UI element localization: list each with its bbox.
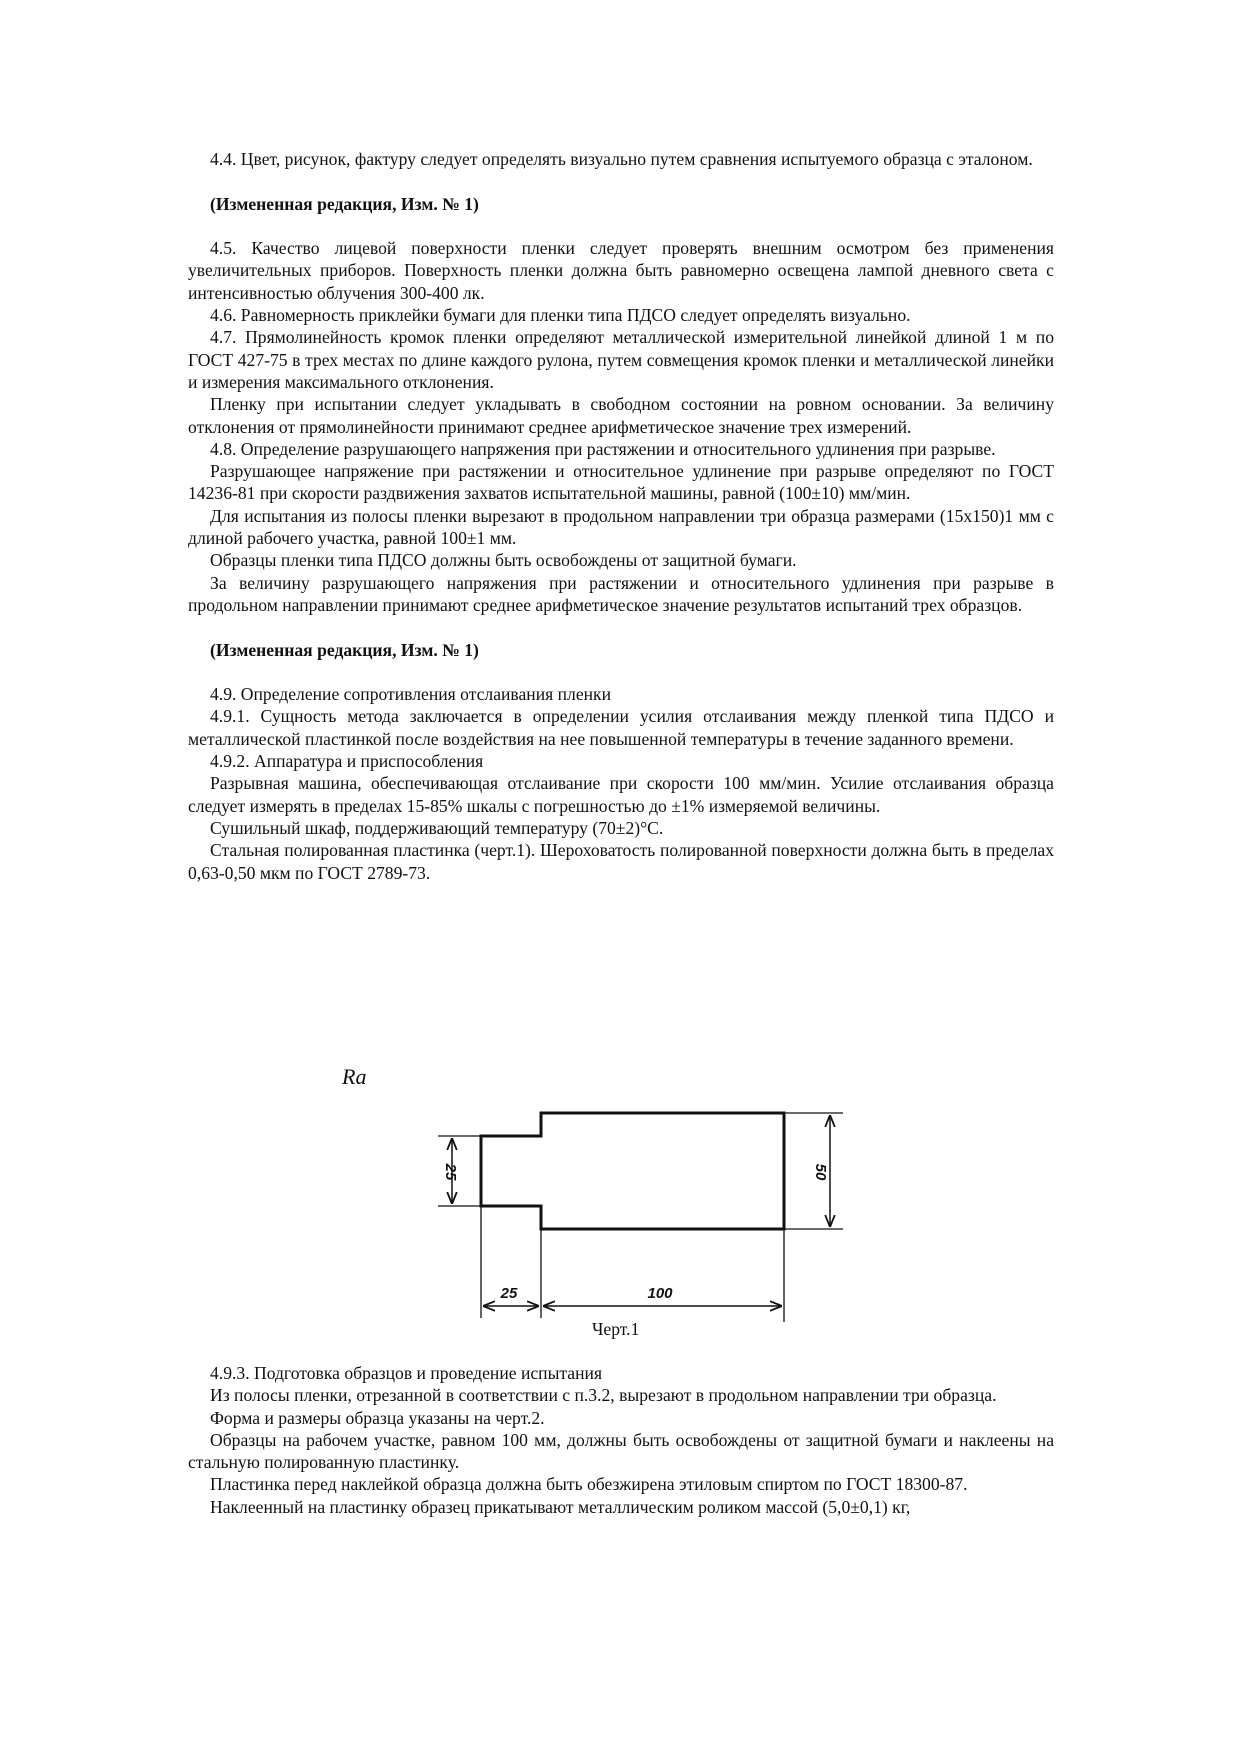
paragraph-4-9-1: 4.9.1. Сущность метода заключается в определении усилия отслаивания между пленкой типа ПДСО и металлической пластинкой после воздействия на нее повышенной температуры в течение заданного времени. xyxy=(188,706,1054,749)
spacer xyxy=(188,616,1054,638)
spacer xyxy=(188,170,1054,192)
paragraph-4-5: 4.5. Качество лицевой поверхности пленки следует проверять внешним осмотром без применения увеличительных приборов. Поверхность пленки должна быть равномерно освещена лампой дневного света с интенсивностью облучения 300-400 лк. xyxy=(188,238,1054,303)
spacer xyxy=(188,661,1054,683)
paragraph: Стальная полированная пластинка (черт.1). Шероховатость полированной поверхности должна быть в пределах 0,63-0,50 мкм по ГОСТ 2789-73. xyxy=(188,840,1054,883)
extension-lines xyxy=(438,1113,843,1322)
specimen-drawing xyxy=(420,1090,860,1330)
paragraph-4-4: 4.4. Цвет, рисунок, фактуру следует определять визуально путем сравнения испытуемого образца с эталоном. xyxy=(210,149,1033,169)
paragraph: За величину разрушающего напряжения при растяжении и относительного удлинения при разрыве в продольном направлении принимают среднее арифметическое значение результатов испытаний трех образцов. xyxy=(188,572,1054,615)
paragraph-4-6: 4.6. Равномерность приклейки бумаги для пленки типа ПДСО следует определять визуально. xyxy=(210,305,911,326)
dim-bottom-right: 100 xyxy=(647,1285,673,1302)
paragraph: Для испытания из полосы пленки вырезают в продольном направлении три образца размерами (15x150)1 мм с длиной рабочего участка, равной 100±1 мм. xyxy=(188,505,1054,549)
paragraph: Образцы на рабочем участке, равном 100 мм, должны быть освобождены от защитной бумаги и наклеены на стальную полированную пластинку. xyxy=(188,1429,1054,1473)
amendment-note: (Измененная редакция, Изм. № 1) xyxy=(210,193,479,214)
dim-right-height: 50 xyxy=(812,1163,829,1181)
ra-symbol: Ra xyxy=(342,1064,367,1089)
spacer xyxy=(188,215,1054,237)
paragraph-4-9-3: 4.9.3. Подготовка образцов и проведение испытания xyxy=(210,1363,603,1383)
paragraph: Форма и размеры образца указаны на черт.2. xyxy=(210,1407,545,1428)
paragraph: Пленку при испытании следует укладывать в свободном состоянии на ровном основании. За величину отклонения от прямолинейности принимают среднее арифметическое значение трех измерений. xyxy=(188,394,1054,437)
paragraph-4-9: 4.9. Определение сопротивления отслаивания пленки xyxy=(210,684,612,705)
paragraph: Наклеенный на пластинку образец прикатывают металлическим роликом массой (5,0±0,1) кг, xyxy=(210,1496,911,1517)
paragraph: Разрушающее напряжение при растяжении и относительное удлинение при разрыве определяют по ГОСТ 14236-81 при скорости раздвижения захватов испытательной машины, равной (100±10) мм/мин. xyxy=(188,461,1054,504)
dimension-lines xyxy=(452,1115,830,1306)
paragraph: Образцы пленки типа ПДСО должны быть освобождены от защитной бумаги. xyxy=(210,550,797,571)
paragraph: Из полосы пленки, отрезанной в соответствии с п.3.2, вырезают в продольном направлении три образца. xyxy=(210,1385,997,1406)
text-section-2 xyxy=(188,1362,1054,1518)
paragraph-4-9-2: 4.9.2. Аппаратура и приспособления xyxy=(210,751,484,772)
amendment-note: (Измененная редакция, Изм. № 1) xyxy=(210,639,479,660)
paragraph-4-8: 4.8. Определение разрушающего напряжения при растяжении и относительного удлинения при разрыве. xyxy=(210,438,996,459)
plate-outline xyxy=(481,1113,784,1229)
paragraph: Пластинка перед наклейкой образца должна быть обезжирена этиловым спиртом по ГОСТ 18300-87. xyxy=(210,1474,968,1495)
paragraph: Разрывная машина, обеспечивающая отслаивание при скорости 100 мм/мин. Усилие отслаивания образца следует измерять в пределах 15-85% шкалы с погрешностью до ±1% измеряемой величины. xyxy=(188,773,1054,816)
text-section-1 xyxy=(188,148,1054,884)
dim-left-height: 25 xyxy=(442,1163,459,1181)
figure-caption: Черт.1 xyxy=(592,1319,640,1339)
paragraph: Сушильный шкаф, поддерживающий температуру (70±2)°С. xyxy=(210,817,664,838)
paragraph-4-7: 4.7. Прямолинейность кромок пленки определяют металлической измерительной линейкой длиной 1 м по ГОСТ 427-75 в трех местах по длине каждого рулона, путем совмещения кромок пленки и металлической линейки и измерения максимального отклонения. xyxy=(188,327,1054,392)
dim-bottom-left: 25 xyxy=(500,1285,518,1302)
